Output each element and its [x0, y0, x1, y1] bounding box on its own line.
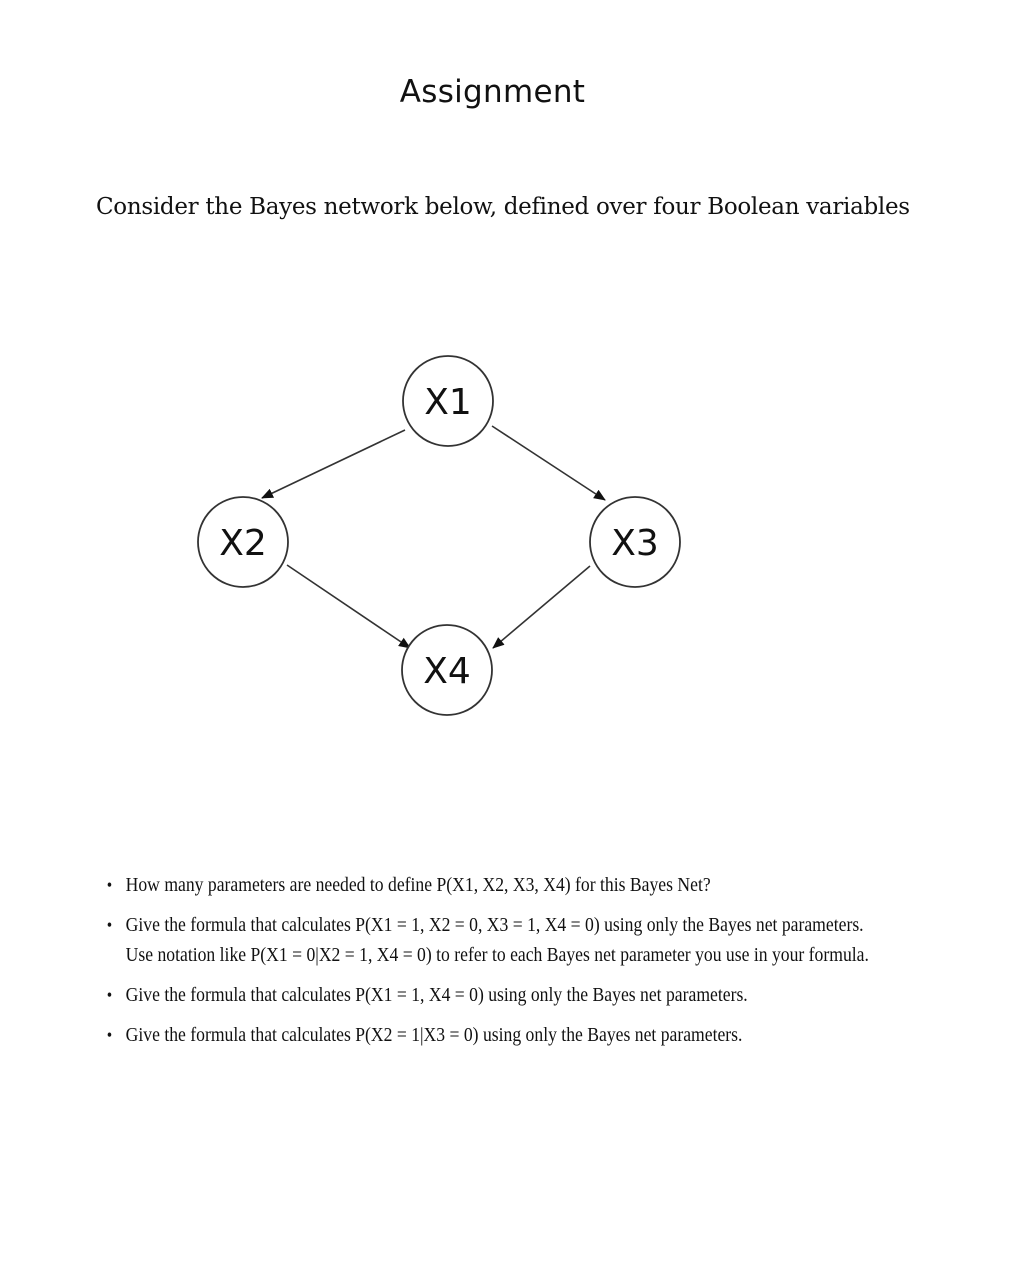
node-x3: [590, 497, 680, 587]
question-text: Give the formula that calculates P(X1 = 1, X2 = 0, X3 = 1, X4 = 0) using only the Bayes net parameters. Use notation like P(X1 = 0|X2 = 1, X4 = 0) to refer to each Bayes net parameter you use in your formula.: [125, 914, 869, 966]
bullet-icon: •: [106, 1025, 113, 1045]
page-title: Assignment: [399, 74, 586, 110]
question-item: [105, 910, 879, 970]
intro-text: Consider the Bayes network below, defined over four Boolean variables: [96, 194, 910, 220]
node-x2: [198, 497, 288, 587]
node-x1-label: X1: [424, 382, 472, 423]
node-x3-label: X3: [611, 523, 659, 564]
question-text: Give the formula that calculates P(X2 = 1|X3 = 0) using only the Bayes net parameters.: [125, 1024, 743, 1046]
question-text: Give the formula that calculates P(X1 = 1, X4 = 0) using only the Bayes net parameters.: [125, 984, 748, 1006]
question-text: How many parameters are needed to define P(X1, X2, X3, X4) for this Bayes Net?: [125, 874, 711, 896]
node-x1: [403, 356, 493, 446]
node-x2-label: X2: [219, 523, 267, 564]
node-x4-label: X4: [423, 651, 471, 692]
edge-x1-x3: [492, 426, 605, 500]
question-item: [105, 980, 879, 1010]
question-item: [105, 1020, 879, 1050]
edge-x2-x4: [287, 565, 410, 648]
edge-x3-x4: [493, 566, 590, 648]
question-item: [105, 870, 879, 900]
bullet-icon: •: [106, 875, 113, 895]
question-list: [105, 870, 879, 1060]
node-x4: [402, 625, 492, 715]
bullet-icon: •: [106, 985, 113, 1005]
bullet-icon: •: [106, 915, 113, 935]
edge-x1-x2: [262, 430, 405, 498]
